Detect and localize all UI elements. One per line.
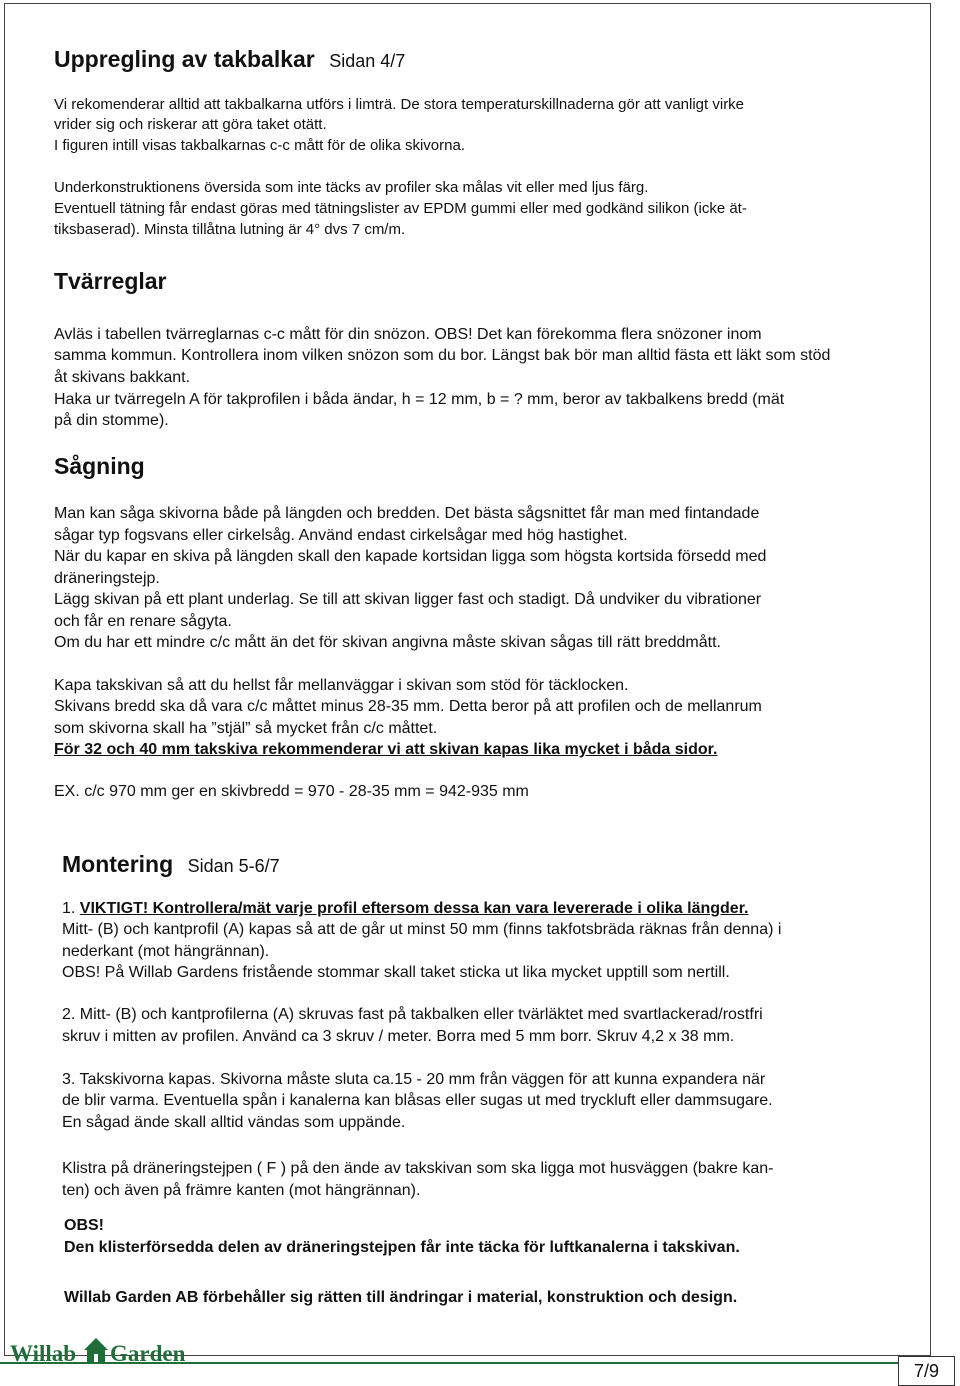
section-heading-uppregling (54, 46, 405, 73)
svg-text:Garden: Garden (110, 1341, 186, 1366)
paragraph-line: Vi rekomenderar alltid att takbalkarna utförs i limträ. De stora temperaturskillnaderna gör att vanligt virke (54, 96, 745, 113)
disclaimer: Willab Garden AB förbehåller sig rätten till ändringar i material, konstruktion och design. (64, 1289, 738, 1306)
step-1-heading (62, 898, 749, 920)
paragraph-line: Eventuell tätning får endast göras med tätningslister av EPDM gummi eller med godkänd silikon (icke ät- (54, 200, 747, 217)
paragraph-line: nederkant (mot hängrännan). (62, 943, 270, 960)
obs-label: OBS! (64, 1217, 104, 1234)
paragraph-line: OBS! På Willab Gardens fristående stommar skall taket sticka ut lika mycket upptill som nertill. (62, 964, 730, 981)
section-title-sagning: Sågning (54, 453, 145, 479)
willab-garden-logo (10, 1330, 190, 1370)
page-reference: Sidan 4/7 (329, 51, 406, 71)
paragraph-line: Klistra på dräneringstejpen ( F ) på den ände av takskivan som ska ligga mot husväggen (bakre kan- (62, 1160, 774, 1177)
paragraph-line: 3. Takskivorna kapas. Skivorna måste sluta ca.15 - 20 mm från väggen för att kunna expandera när (62, 1071, 766, 1088)
example-line: EX. c/c 970 mm ger en skivbredd = 970 - 28-35 mm = 942-935 mm (54, 783, 529, 800)
step-emphasis: VIKTIGT! Kontrollera/mät varje profil eftersom dessa kan vara levererade i olika längder. (79, 900, 749, 917)
paragraph-line: Man kan såga skivorna både på längden och bredden. Det bästa sågsnittet får man med fintandade (54, 505, 760, 522)
emphasis-line: För 32 och 40 mm takskiva rekommenderar vi att skivan kapas lika mycket i båda sidor. (54, 741, 718, 758)
paragraph-line: Mitt- (B) och kantprofil (A) kapas så att de går ut minst 50 mm (finns takfotsbräda räknas från denna) i (62, 921, 782, 938)
paragraph-line: Lägg skivan på ett plant underlag. Se till att skivan ligger fast och stadigt. Då undviker du vibrationer (54, 591, 762, 608)
page-number: 7/9 (898, 1356, 955, 1386)
house-icon (84, 1338, 108, 1362)
paragraph-line: Om du har ett mindre c/c mått än det för skivan angivna måste skivan sågas till rätt breddmått. (54, 634, 721, 651)
paragraph-line: Haka ur tvärregeln A för takprofilen i båda ändar, h = 12 mm, b = ? mm, beror av takbalkens bredd (mät (54, 391, 785, 408)
section-title-tvarreglar: Tvärreglar (54, 268, 167, 294)
paragraph-line: Skivans bredd ska då vara c/c måttet minus 28-35 mm. Detta beror på att profilen och de mellanrum (54, 698, 762, 715)
paragraph-line: Underkonstruktionens översida som inte täcks av profiler ska målas vit eller med ljus färg. (54, 179, 649, 196)
paragraph-line: En sågad ände skall alltid vändas som uppände. (62, 1114, 406, 1131)
section-heading-montering (62, 851, 280, 878)
paragraph-line: samma kommun. Kontrollera inom vilken snözon som du bor. Längst bak bör man alltid fästa ett läkt som stöd (54, 347, 831, 364)
paragraph-line: åt skivans bakkant. (54, 369, 191, 386)
paragraph-line: som skivorna skall ha ”stjäl” så mycket från c/c måttet. (54, 720, 438, 737)
section-title: Uppregling av takbalkar (54, 46, 315, 72)
paragraph-line: När du kapar en skiva på längden skall den kapade kortsidan ligga som högsta kortsida försedd med (54, 548, 767, 565)
paragraph-line: skruv i mitten av profilen. Använd ca 3 skruv / meter. Borra med 5 mm borr. Skruv 4,2 x 38 mm. (62, 1028, 735, 1045)
section-title: Montering (62, 851, 174, 877)
paragraph-line: 2. Mitt- (B) och kantprofilerna (A) skruvas fast på takbalken eller tvärläktet med svartlackerad/rostfri (62, 1006, 763, 1023)
paragraph-line: på din stomme). (54, 412, 169, 429)
paragraph-line: vrider sig och riskerar att göra taket otätt. (54, 116, 327, 133)
paragraph-line: Avläs i tabellen tvärreglarnas c-c mått för din snözon. OBS! Det kan förekomma flera snözoner inom (54, 326, 762, 343)
svg-text:Willab: Willab (10, 1341, 77, 1366)
page-reference: Sidan 5-6/7 (187, 856, 280, 876)
paragraph-line: sågar typ fogsvans eller cirkelsåg. Använd endast cirkelsågar med hög hastighet. (54, 527, 628, 544)
paragraph-line: ten) och även på främre kanten (mot hängrännan). (62, 1182, 421, 1199)
step-number: 1. (62, 900, 80, 917)
logo-graphic (10, 1330, 190, 1370)
paragraph-line: tiksbaserad). Minsta tillåtna lutning är 4° dvs 7 cm/m. (54, 221, 406, 238)
obs-text: Den klisterförsedda delen av dräneringstejpen får inte täcka för luftkanalerna i takskivan. (64, 1239, 740, 1256)
paragraph-line: Kapa takskivan så att du hellst får mellanväggar i skivan som stöd för täcklocken. (54, 677, 629, 694)
paragraph-line: de blir varma. Eventuella spån i kanalerna kan blåsas eller sugas ut med tryckluft eller dammsugare. (62, 1092, 773, 1109)
paragraph-line: dräneringstejp. (54, 570, 160, 587)
paragraph-line: I figuren intill visas takbalkarnas c-c mått för de olika skivorna. (54, 137, 465, 154)
paragraph-line: och får en renare sågyta. (54, 613, 232, 630)
